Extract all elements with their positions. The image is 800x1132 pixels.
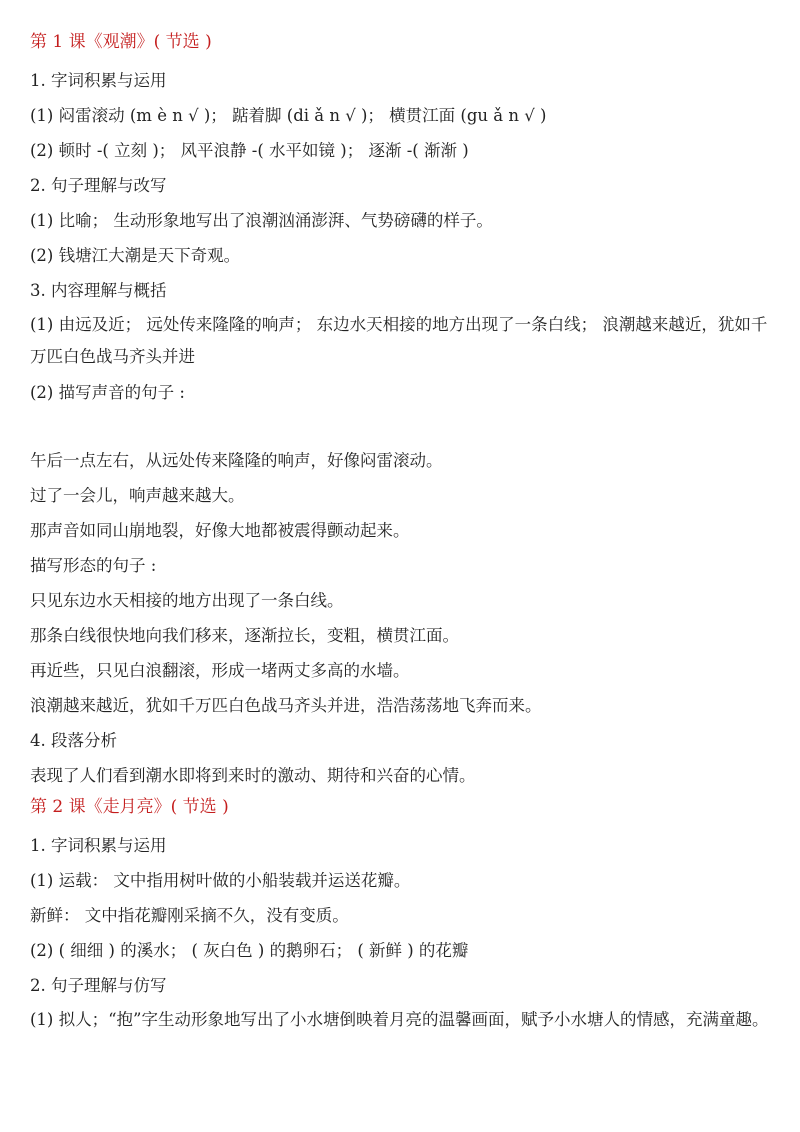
shape-sentence-1: 只见东边水天相接的地方出现了一条白线。 — [30, 591, 344, 610]
sound-sentence-2: 过了一会儿，响声越来越大。 — [30, 486, 245, 505]
shape-sentences-label: 描写形态的句子 : — [30, 556, 157, 575]
lesson-1-section-4-title: 4. 段落分析 — [30, 731, 117, 750]
shape-sentence-4: 浪潮越来越近，犹如千万匹白色战马齐头并进，浩浩荡荡地飞奔而来。 — [30, 696, 542, 715]
lesson-1-heading: 第 1 课《观潮》( 节选 ) — [30, 32, 212, 52]
document-page — [30, 28, 775, 1038]
sound-sentence-3: 那声音如同山崩地裂，好像大地都被震得颤动起来。 — [30, 521, 410, 540]
lesson-1-section-3-title: 3. 内容理解与概括 — [30, 281, 167, 300]
shape-sentence-3: 再近些，只见白浪翻滚，形成一堵两丈多高的水墙。 — [30, 661, 410, 680]
lesson-2-section-2-line-1: (1) 拟人；“抱”字生动形象地写出了小水塘倒映着月亮的温馨画面，赋予小水塘人的情感，充满童趣。 — [30, 1010, 769, 1029]
lesson-2-section-1-line-1: (1) 运载： 文中指用树叶做的小船装载并运送花瓣。 — [30, 871, 411, 890]
lesson-1-section-2-line-2: (2) 钱塘江大潮是天下奇观。 — [30, 246, 241, 265]
lesson-1-section-3-line-1: (1) 由远及近； 远处传来隆隆的响声； 东边水天相接的地方出现了一条白线； 浪潮越来越近，犹如千万匹白色战马齐头并进 — [30, 315, 768, 366]
blank-gap — [30, 410, 775, 443]
lesson-1-section-2-title: 2. 句子理解与改写 — [30, 176, 167, 195]
lesson-1-section-1-title: 1. 字词积累与运用 — [30, 71, 167, 90]
lesson-1-section-4-line-1: 表现了人们看到潮水即将到来时的激动、期待和兴奋的心情。 — [30, 766, 476, 785]
lesson-1-section-1-line-1: (1) 闷雷滚动 (m è n √ )； 踮着脚 (di ǎ n √ )； 横贯江面 (gu ǎ n √ ) — [30, 106, 547, 125]
lesson-2-section-1-line-2: 新鲜： 文中指花瓣刚采摘不久，没有变质。 — [30, 906, 349, 925]
lesson-2-section-1-line-3: (2) ( 细细 ) 的溪水； ( 灰白色 ) 的鹅卵石； ( 新鲜 ) 的花瓣 — [30, 941, 469, 960]
lesson-2-section-2-title: 2. 句子理解与仿写 — [30, 976, 167, 995]
lesson-2-section-1-title: 1. 字词积累与运用 — [30, 836, 167, 855]
sound-sentence-1: 午后一点左右，从远处传来隆隆的响声，好像闷雷滚动。 — [30, 451, 443, 470]
lesson-1-section-2-line-1: (1) 比喻； 生动形象地写出了浪潮汹涌澎湃、气势磅礴的样子。 — [30, 211, 493, 230]
lesson-2-heading: 第 2 课《走月亮》( 节选 ) — [30, 797, 229, 817]
shape-sentence-2: 那条白线很快地向我们移来，逐渐拉长，变粗，横贯江面。 — [30, 626, 459, 645]
lesson-1-section-1-line-2: (2) 顿时 -( 立刻 )； 风平浪静 -( 水平如镜 )； 逐渐 -( 渐渐 ) — [30, 141, 469, 160]
lesson-1-section-3-line-2: (2) 描写声音的句子 : — [30, 383, 185, 402]
